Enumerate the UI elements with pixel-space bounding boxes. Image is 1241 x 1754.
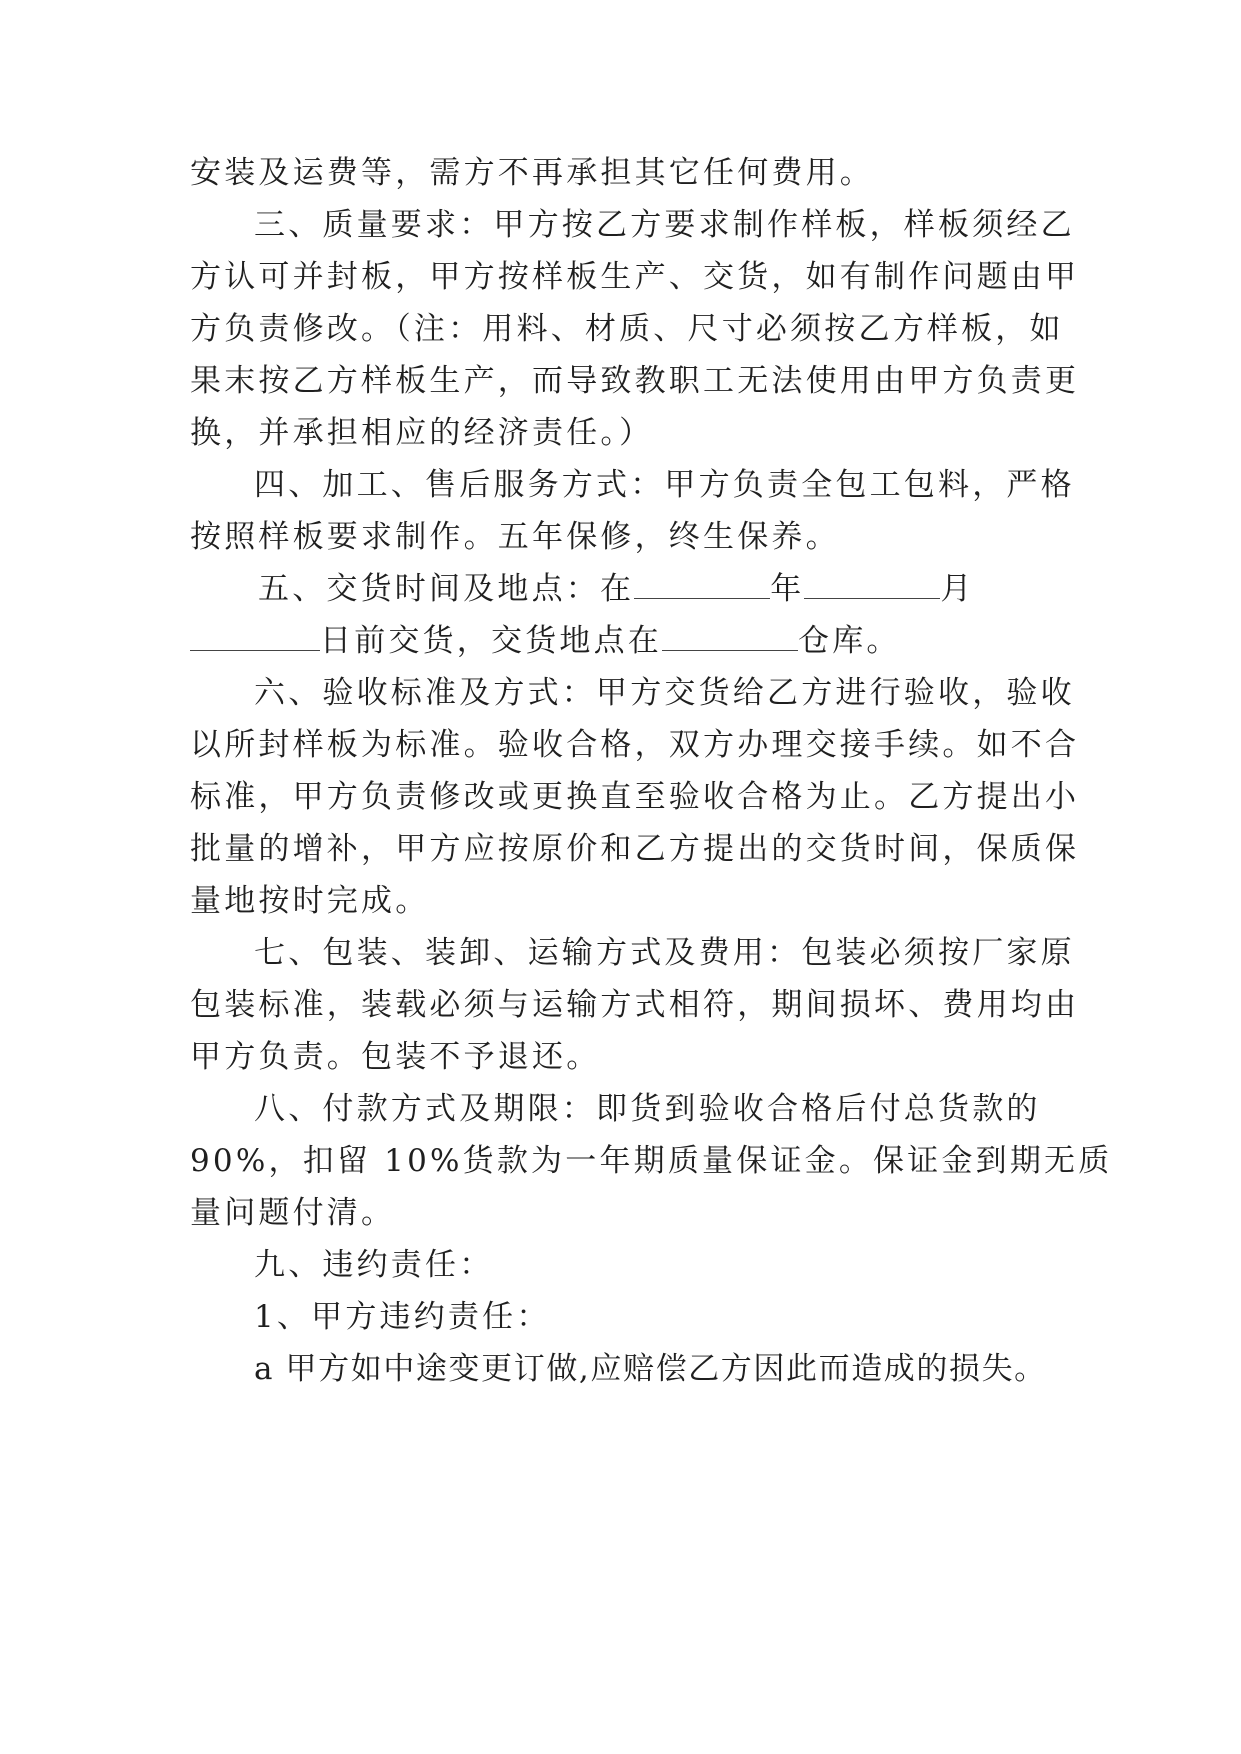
text-line: 以所封样板为标准。验收合格，双方办理交接手续。如不合	[190, 727, 1080, 763]
text-line: a 甲方如中途变更订做,应赔偿乙方因此而造成的损失。	[254, 1351, 1047, 1387]
text-line: 甲方负责。包装不予退还。	[190, 1039, 601, 1075]
text-line: 四、加工、售后服务方式：甲方负责全包工包料，严格	[254, 467, 1075, 503]
text-line: 方认可并封板，甲方按样板生产、交货，如有制作问题由甲	[190, 259, 1080, 295]
text-line: 七、包装、装卸、运输方式及费用：包装必须按厂家原	[254, 935, 1075, 971]
text-line: 批量的增补，甲方应按原价和乙方提出的交货时间，保质保	[190, 831, 1080, 867]
text-line: 标准，甲方负责修改或更换直至验收合格为止。乙方提出小	[190, 779, 1080, 815]
text-line: 90%，扣留 10%货款为一年期质量保证金。保证金到期无质	[190, 1143, 1113, 1179]
month-label: 月	[940, 571, 975, 607]
text-line: 果末按乙方样板生产，而导致教职工无法使用由甲方负责更	[190, 363, 1080, 399]
text-line: 1、甲方违约责任：	[254, 1299, 551, 1335]
text-line: 量地按时完成。	[190, 883, 430, 919]
text-line: 量问题付清。	[190, 1195, 396, 1231]
delivery-line	[258, 569, 975, 609]
text-line: 六、验收标准及方式：甲方交货给乙方进行验收，验收	[254, 675, 1075, 711]
day-text: 日前交货，交货地点在	[320, 623, 662, 659]
text-line: 九、违约责任：	[254, 1247, 494, 1283]
location-blank	[662, 622, 798, 651]
month-blank	[804, 570, 940, 599]
delivery-line-2	[190, 621, 901, 661]
text-line: 安装及运费等，需方不再承担其它任何费用。	[190, 155, 874, 191]
year-label: 年	[770, 571, 805, 607]
text-line: 方负责修改。（注：用料、材质、尺寸必须按乙方样板，如	[190, 311, 1064, 347]
text-line: 按照样板要求制作。五年保修，终生保养。	[190, 519, 840, 555]
day-blank	[190, 622, 320, 651]
delivery-prefix: 五、交货时间及地点：在	[258, 571, 635, 607]
text-line: 三、质量要求：甲方按乙方要求制作样板，样板须经乙	[254, 207, 1075, 243]
text-line: 八、付款方式及期限：即货到验收合格后付总货款的	[254, 1091, 1041, 1127]
text-line: 包装标准，装载必须与运输方式相符，期间损坏、费用均由	[190, 987, 1080, 1023]
text-line: 换，并承担相应的经济责任。）	[190, 415, 654, 451]
year-blank	[634, 570, 770, 599]
warehouse-label: 仓库。	[798, 623, 901, 659]
